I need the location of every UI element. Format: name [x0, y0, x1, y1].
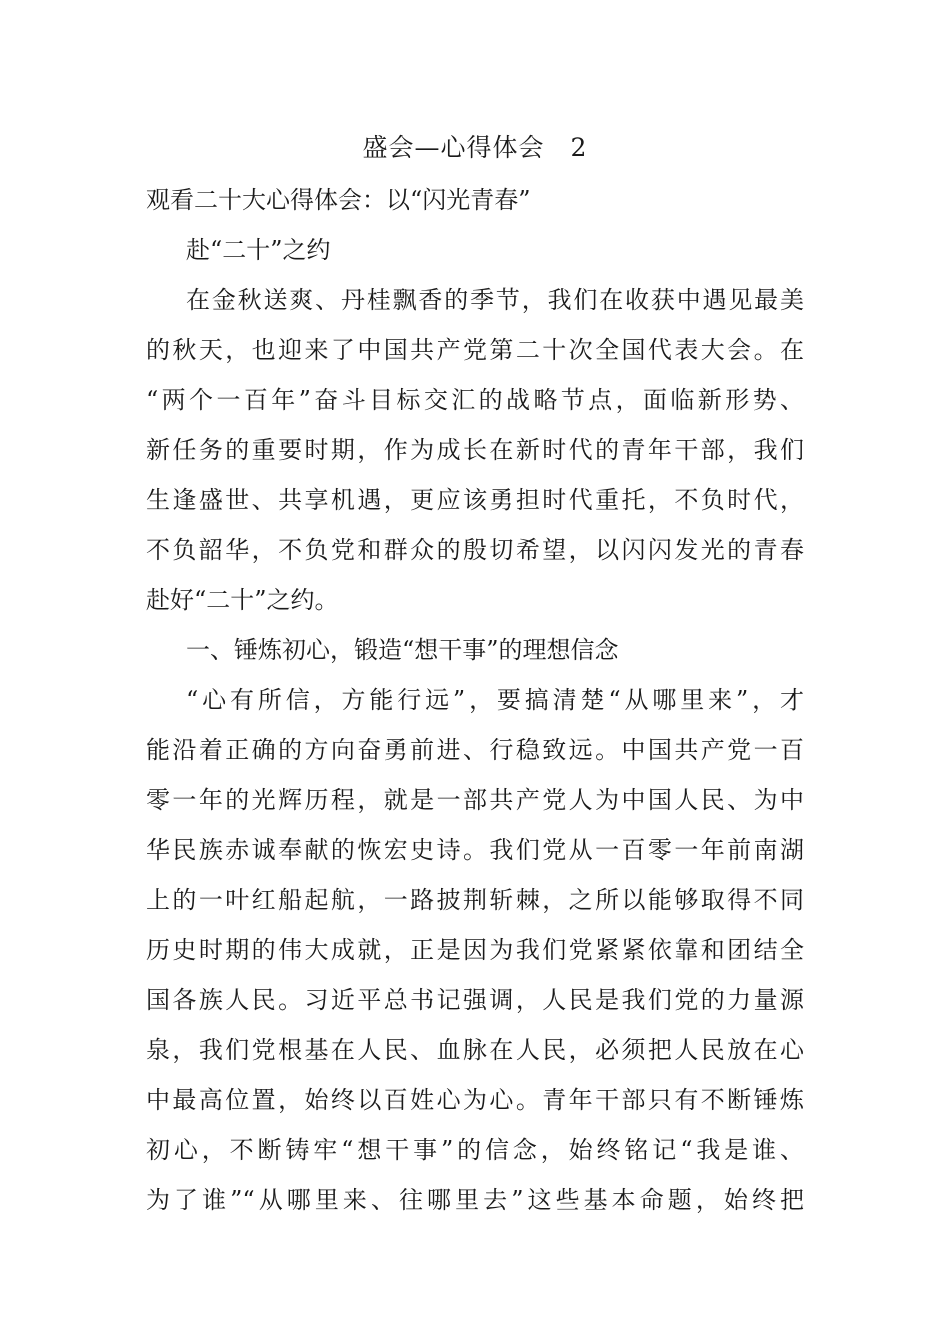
text-line: “两个一百年”奋斗目标交汇的战略节点，面临新形势、 — [146, 386, 804, 414]
text-line: 中最高位置，始终以百姓心为心。青年干部只有不断锤炼 — [146, 1086, 804, 1114]
text-line: 不负韶华，不负党和群众的殷切希望，以闪闪发光的青春 — [146, 536, 804, 564]
section-heading: 一、锤炼初心，锻造“想干事”的理想信念 — [186, 636, 619, 664]
text-line-heading-cont: 赴“二十”之约 — [186, 236, 331, 264]
text-line: 能沿着正确的方向奋勇前进、行稳致远。中国共产党一百 — [146, 736, 804, 764]
text-line: 华民族赤诚奉献的恢宏史诗。我们党从一百零一年前南湖 — [146, 836, 804, 864]
text-line: 初心，不断铸牢“想干事”的信念，始终铭记“我是谁、 — [146, 1136, 804, 1164]
text-line: 为了谁”“从哪里来、往哪里去”这些基本命题，始终把 — [146, 1186, 804, 1214]
text-line-heading: 观看二十大心得体会：以“闪光青春” — [146, 186, 531, 214]
text-line: 国各族人民。习近平总书记强调，人民是我们党的力量源 — [146, 986, 804, 1014]
text-line: 在金秋送爽、丹桂飘香的季节，我们在收获中遇见最美 — [186, 286, 804, 314]
text-line: 上的一叶红船起航，一路披荆斩棘，之所以能够取得不同 — [146, 886, 804, 914]
text-line: “心有所信，方能行远”，要搞清楚“从哪里来”，才 — [186, 686, 804, 714]
text-line: 生逢盛世、共享机遇，更应该勇担时代重托，不负时代， — [146, 486, 804, 514]
text-line: 零一年的光辉历程，就是一部共产党人为中国人民、为中 — [146, 786, 804, 814]
text-line: 历史时期的伟大成就，正是因为我们党紧紧依靠和团结全 — [146, 936, 804, 964]
text-line: 新任务的重要时期，作为成长在新时代的青年干部，我们 — [146, 436, 804, 464]
text-line: 赴好“二十”之约。 — [146, 586, 339, 614]
document-title: 盛会—心得体会 2 — [362, 133, 588, 162]
text-line: 的秋天，也迎来了中国共产党第二十次全国代表大会。在 — [146, 336, 804, 364]
text-line: 泉，我们党根基在人民、血脉在人民，必须把人民放在心 — [146, 1036, 804, 1064]
